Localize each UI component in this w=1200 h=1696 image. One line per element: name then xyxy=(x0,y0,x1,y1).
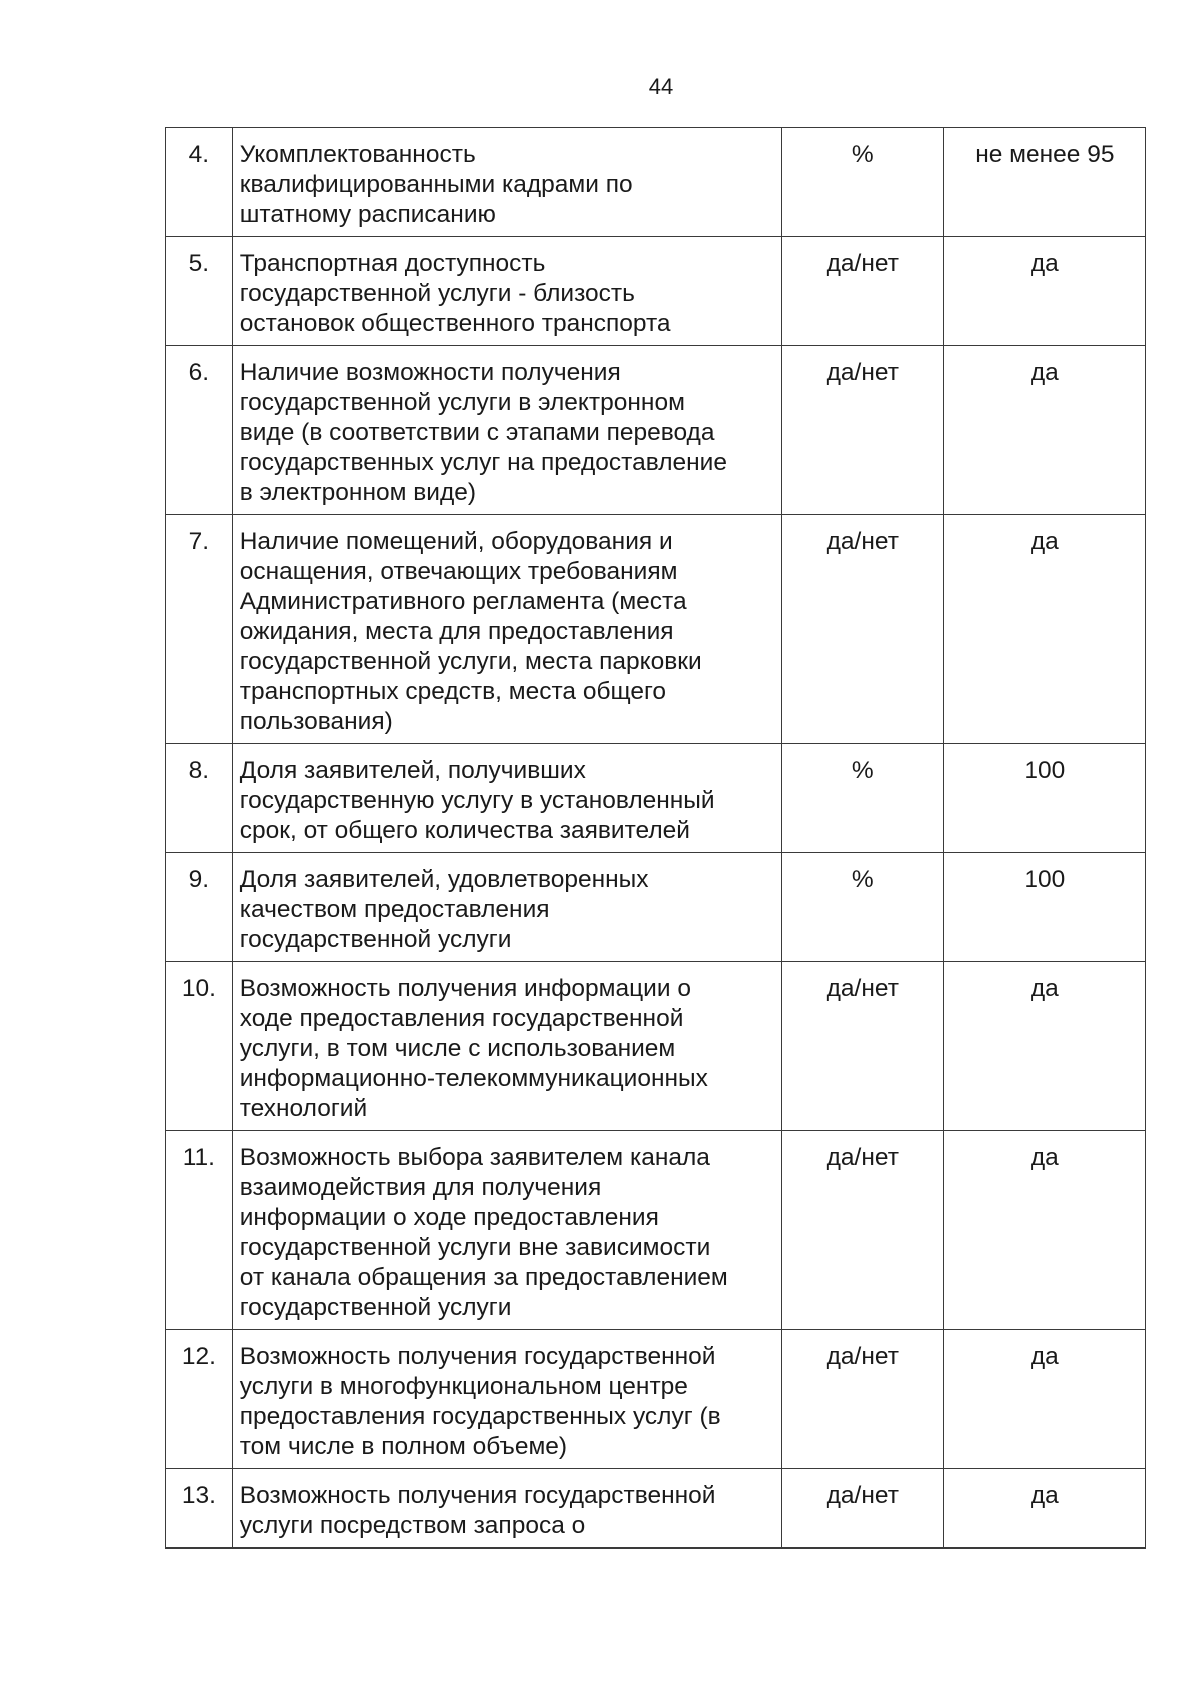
table-row xyxy=(166,515,1146,744)
row-number: 9. xyxy=(166,853,233,962)
indicator-description-line: от канала обращения за предоставлением xyxy=(239,1264,728,1291)
unit-of-measure: да/нет xyxy=(781,1330,943,1469)
table-row xyxy=(166,853,1146,962)
table-row xyxy=(166,128,1146,237)
table-row xyxy=(166,744,1146,853)
indicator-description-line: ожидания, места для предоставления xyxy=(239,618,674,645)
indicator-description-line: Доля заявителей, получивших xyxy=(239,757,586,784)
normative-value: да xyxy=(943,962,1145,1131)
page-number: 44 xyxy=(648,74,674,99)
unit-of-measure: да/нет xyxy=(781,515,943,744)
indicators-table-body xyxy=(166,128,1146,1549)
indicator-description-line: услуги в многофункциональном центре xyxy=(239,1373,688,1400)
indicator-description-line: Возможность получения информации о xyxy=(239,975,691,1002)
row-number: 7. xyxy=(166,515,233,744)
indicator-description xyxy=(232,853,781,962)
indicator-description-line: Наличие помещений, оборудования и xyxy=(239,528,673,555)
row-number: 12. xyxy=(166,1330,233,1469)
indicator-description xyxy=(232,128,781,237)
row-number: 11. xyxy=(166,1131,233,1330)
table-row xyxy=(166,1330,1146,1469)
normative-value: да xyxy=(943,346,1145,515)
table-row xyxy=(166,346,1146,515)
unit-of-measure: да/нет xyxy=(781,1469,943,1549)
normative-value: не менее 95 xyxy=(943,128,1145,237)
indicator-description-line: транспортных средств, места общего xyxy=(239,678,667,705)
row-number: 8. xyxy=(166,744,233,853)
indicator-description xyxy=(232,1330,781,1469)
indicator-description xyxy=(232,1469,781,1549)
unit-of-measure: % xyxy=(781,853,943,962)
indicator-description-line: Административного регламента (места xyxy=(239,588,687,615)
indicator-description xyxy=(232,744,781,853)
indicator-description-line: срок, от общего количества заявителей xyxy=(239,817,690,844)
normative-value: да xyxy=(943,237,1145,346)
unit-of-measure: % xyxy=(781,128,943,237)
indicator-description xyxy=(232,962,781,1131)
indicator-description-line: государственную услугу в установленный xyxy=(239,787,715,814)
table-row xyxy=(166,1469,1146,1549)
table-row xyxy=(166,1131,1146,1330)
unit-of-measure: да/нет xyxy=(781,1131,943,1330)
indicator-description-line: том числе в полном объеме) xyxy=(239,1433,568,1460)
unit-of-measure: % xyxy=(781,744,943,853)
indicator-description-line: виде (в соответствии с этапами перевода xyxy=(239,419,715,446)
indicator-description xyxy=(232,237,781,346)
indicator-description-line: взаимодействия для получения xyxy=(239,1174,602,1201)
row-number: 4. xyxy=(166,128,233,237)
indicator-description xyxy=(232,346,781,515)
indicator-description-line: государственной услуги вне зависимости xyxy=(239,1234,711,1261)
normative-value: да xyxy=(943,1131,1145,1330)
indicator-description-line: государственной услуги xyxy=(239,926,512,953)
row-number: 5. xyxy=(166,237,233,346)
indicator-description-line: информации о ходе предоставления xyxy=(239,1204,659,1231)
indicator-description-line: пользования) xyxy=(239,708,393,735)
table-row xyxy=(166,237,1146,346)
indicator-description-line: оснащения, отвечающих требованиям xyxy=(239,558,678,585)
indicator-description-line: штатному расписанию xyxy=(239,201,496,228)
indicator-description-line: государственной услуги - близость xyxy=(239,280,635,307)
indicator-description-line: ходе предоставления государственной xyxy=(239,1005,684,1032)
indicator-description-line: предоставления государственных услуг (в xyxy=(239,1403,721,1430)
indicator-description-line: информационно-телекоммуникационных xyxy=(239,1065,708,1092)
table-row xyxy=(166,962,1146,1131)
normative-value: да xyxy=(943,515,1145,744)
indicator-description-line: остановок общественного транспорта xyxy=(239,310,671,337)
indicator-description-line: государственной услуги в электронном xyxy=(239,389,685,416)
indicator-description-line: Транспортная доступность xyxy=(239,250,546,277)
indicator-description-line: услуги посредством запроса о xyxy=(239,1512,586,1539)
indicator-description-line: Возможность выбора заявителем канала xyxy=(239,1144,710,1171)
indicator-description-line: квалифицированными кадрами по xyxy=(239,171,633,198)
indicator-description-line: Возможность получения государственной xyxy=(239,1482,716,1509)
indicators-table xyxy=(165,127,1146,1549)
normative-value: да xyxy=(943,1469,1145,1549)
indicator-description-line: технологий xyxy=(239,1095,368,1122)
indicator-description-line: в электронном виде) xyxy=(239,479,477,506)
normative-value: да xyxy=(943,1330,1145,1469)
indicator-description-line: Возможность получения государственной xyxy=(239,1343,716,1370)
normative-value: 100 xyxy=(943,853,1145,962)
indicator-description-line: Наличие возможности получения xyxy=(239,359,621,386)
normative-value: 100 xyxy=(943,744,1145,853)
row-number: 13. xyxy=(166,1469,233,1549)
indicator-description xyxy=(232,1131,781,1330)
unit-of-measure: да/нет xyxy=(781,346,943,515)
indicator-description-line: государственных услуг на предоставление xyxy=(239,449,727,476)
row-number: 10. xyxy=(166,962,233,1131)
row-number: 6. xyxy=(166,346,233,515)
indicator-description-line: государственной услуги xyxy=(239,1294,512,1321)
indicator-description-line: государственной услуги, места парковки xyxy=(239,648,702,675)
indicator-description xyxy=(232,515,781,744)
indicator-description-line: услуги, в том числе с использованием xyxy=(239,1035,676,1062)
indicator-description-line: качеством предоставления xyxy=(239,896,550,923)
unit-of-measure: да/нет xyxy=(781,237,943,346)
unit-of-measure: да/нет xyxy=(781,962,943,1131)
indicator-description-line: Укомплектованность xyxy=(239,141,476,168)
indicator-description-line: Доля заявителей, удовлетворенных xyxy=(239,866,649,893)
